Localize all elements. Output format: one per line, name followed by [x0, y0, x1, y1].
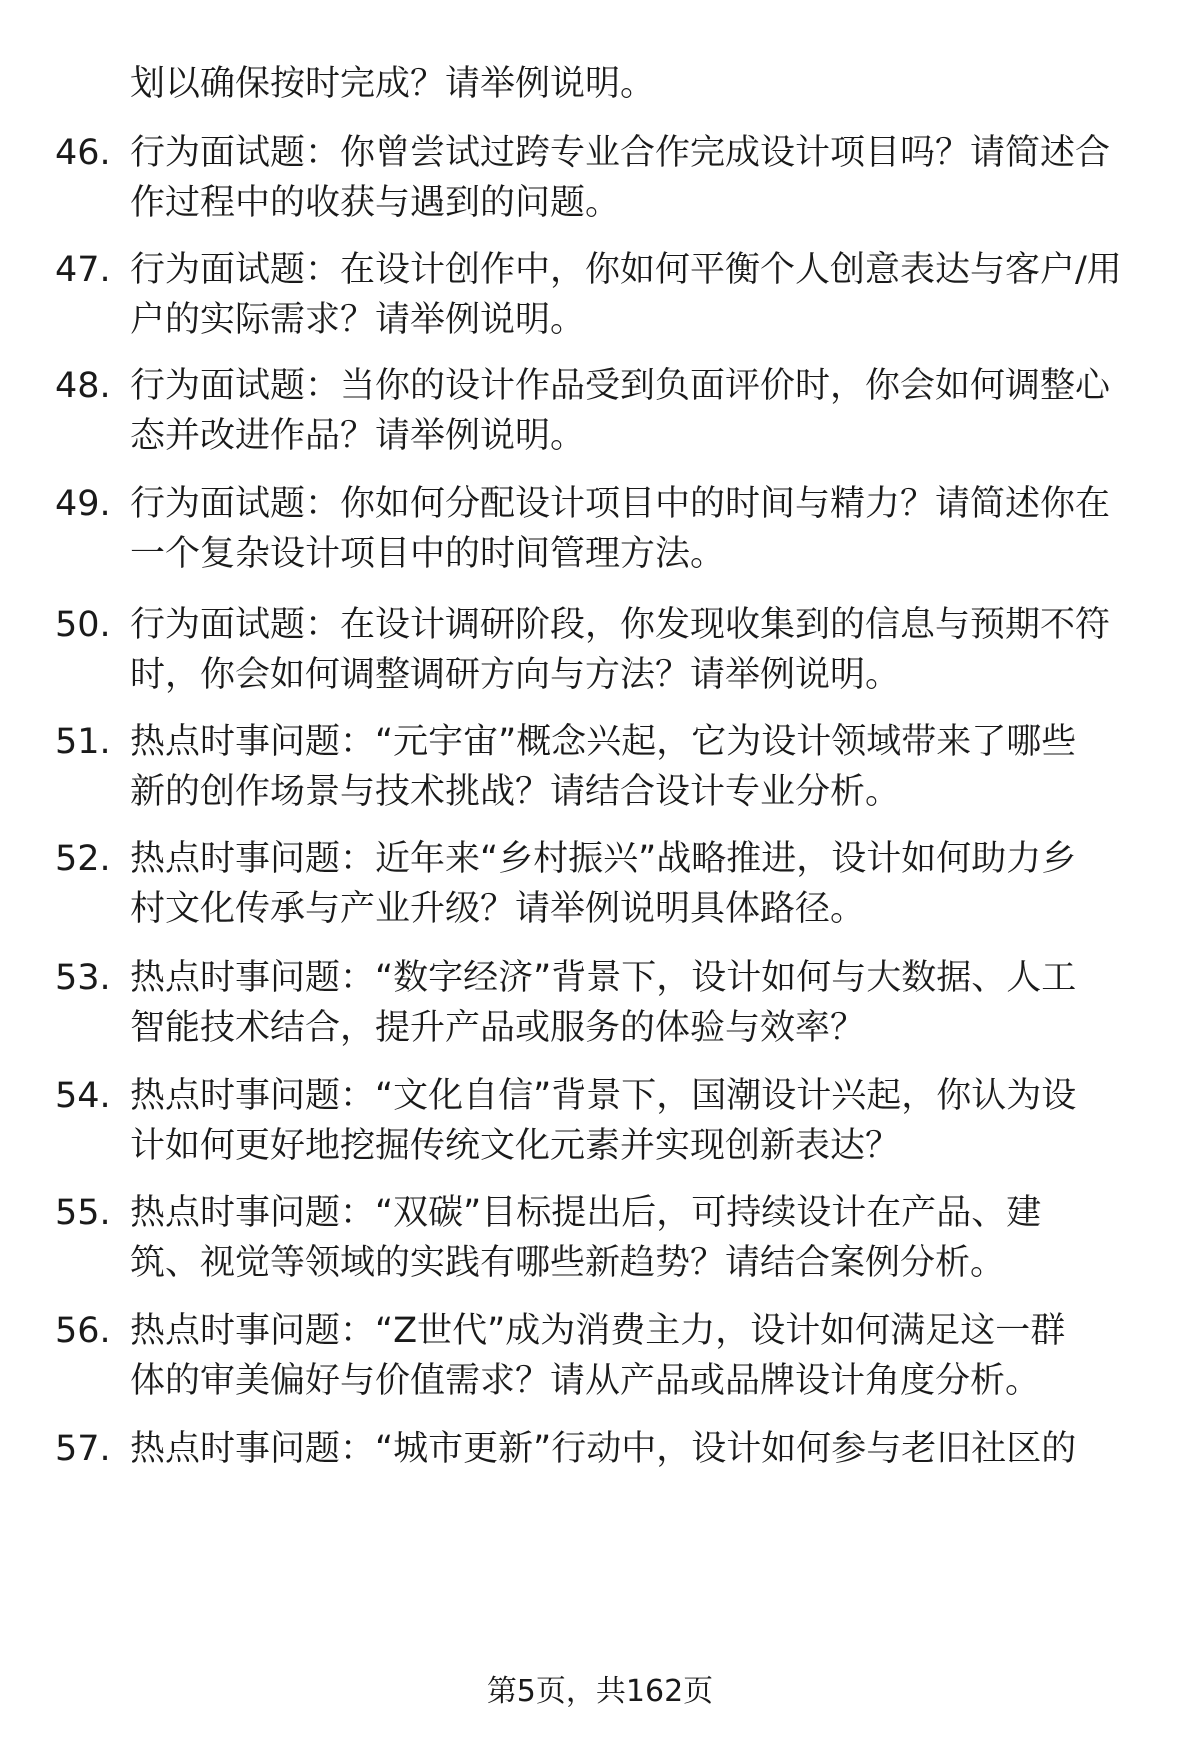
question-line-2: 户的实际需求？请举例说明。 [130, 300, 586, 340]
question-number: 46. [55, 133, 111, 173]
question-line-2: 一个复杂设计项目中的时间管理方法。 [130, 534, 726, 574]
question-number: 47. [55, 250, 111, 290]
question-line-2: 新的创作场景与技术挑战？请结合设计专业分析。 [130, 772, 901, 812]
question-number: 53. [55, 958, 111, 998]
question-line-1: 热点时事问题：“数字经济”背景下，设计如何与大数据、人工 [130, 958, 1077, 998]
question-line-1: 热点时事问题：“文化自信”背景下，国潮设计兴起，你认为设 [130, 1076, 1077, 1116]
question-line-1: 行为面试题：当你的设计作品受到负面评价时，你会如何调整心 [130, 366, 1111, 406]
question-line-1: 行为面试题：你曾尝试过跨专业合作完成设计项目吗？请简述合 [130, 133, 1111, 173]
continuation-line: 划以确保按时完成？请举例说明。 [130, 64, 656, 104]
question-number: 49. [55, 484, 111, 524]
question-line-2: 时，你会如何调整调研方向与方法？请举例说明。 [130, 655, 901, 695]
question-line-1: 热点时事问题：“城市更新”行动中，设计如何参与老旧社区的 [130, 1429, 1077, 1469]
question-line-1: 行为面试题：在设计创作中，你如何平衡个人创意表达与客户/用 [130, 250, 1122, 290]
question-number: 56. [55, 1311, 111, 1351]
question-number: 55. [55, 1193, 111, 1233]
question-line-1: 热点时事问题：近年来“乡村振兴”战略推进，设计如何助力乡 [130, 839, 1077, 879]
page-footer: 第5页，共162页 [486, 1674, 714, 1709]
question-line-1: 行为面试题：你如何分配设计项目中的时间与精力？请简述你在 [130, 484, 1111, 524]
question-number: 50. [55, 605, 111, 645]
question-number: 51. [55, 722, 111, 762]
question-number: 57. [55, 1429, 111, 1469]
question-number: 52. [55, 839, 111, 879]
question-line-2: 智能技术结合，提升产品或服务的体验与效率？ [130, 1008, 866, 1048]
question-line-1: 热点时事问题：“元宇宙”概念兴起，它为设计领域带来了哪些 [130, 722, 1077, 762]
question-line-2: 计如何更好地挖掘传统文化元素并实现创新表达？ [130, 1126, 901, 1166]
question-number: 54. [55, 1076, 111, 1116]
question-line-1: 行为面试题：在设计调研阶段，你发现收集到的信息与预期不符 [130, 605, 1111, 645]
question-number: 48. [55, 366, 111, 406]
question-line-1: 热点时事问题：“双碳”目标提出后，可持续设计在产品、建 [130, 1193, 1042, 1233]
question-line-2: 筑、视觉等领域的实践有哪些新趋势？请结合案例分析。 [130, 1243, 1006, 1283]
question-line-2: 态并改进作品？请举例说明。 [130, 416, 586, 456]
question-line-2: 作过程中的收获与遇到的问题。 [130, 183, 621, 223]
question-line-1: 热点时事问题：“Z世代”成为消费主力，设计如何满足这一群 [130, 1311, 1066, 1351]
question-line-2: 村文化传承与产业升级？请举例说明具体路径。 [130, 889, 866, 929]
question-line-2: 体的审美偏好与价值需求？请从产品或品牌设计角度分析。 [130, 1361, 1041, 1401]
